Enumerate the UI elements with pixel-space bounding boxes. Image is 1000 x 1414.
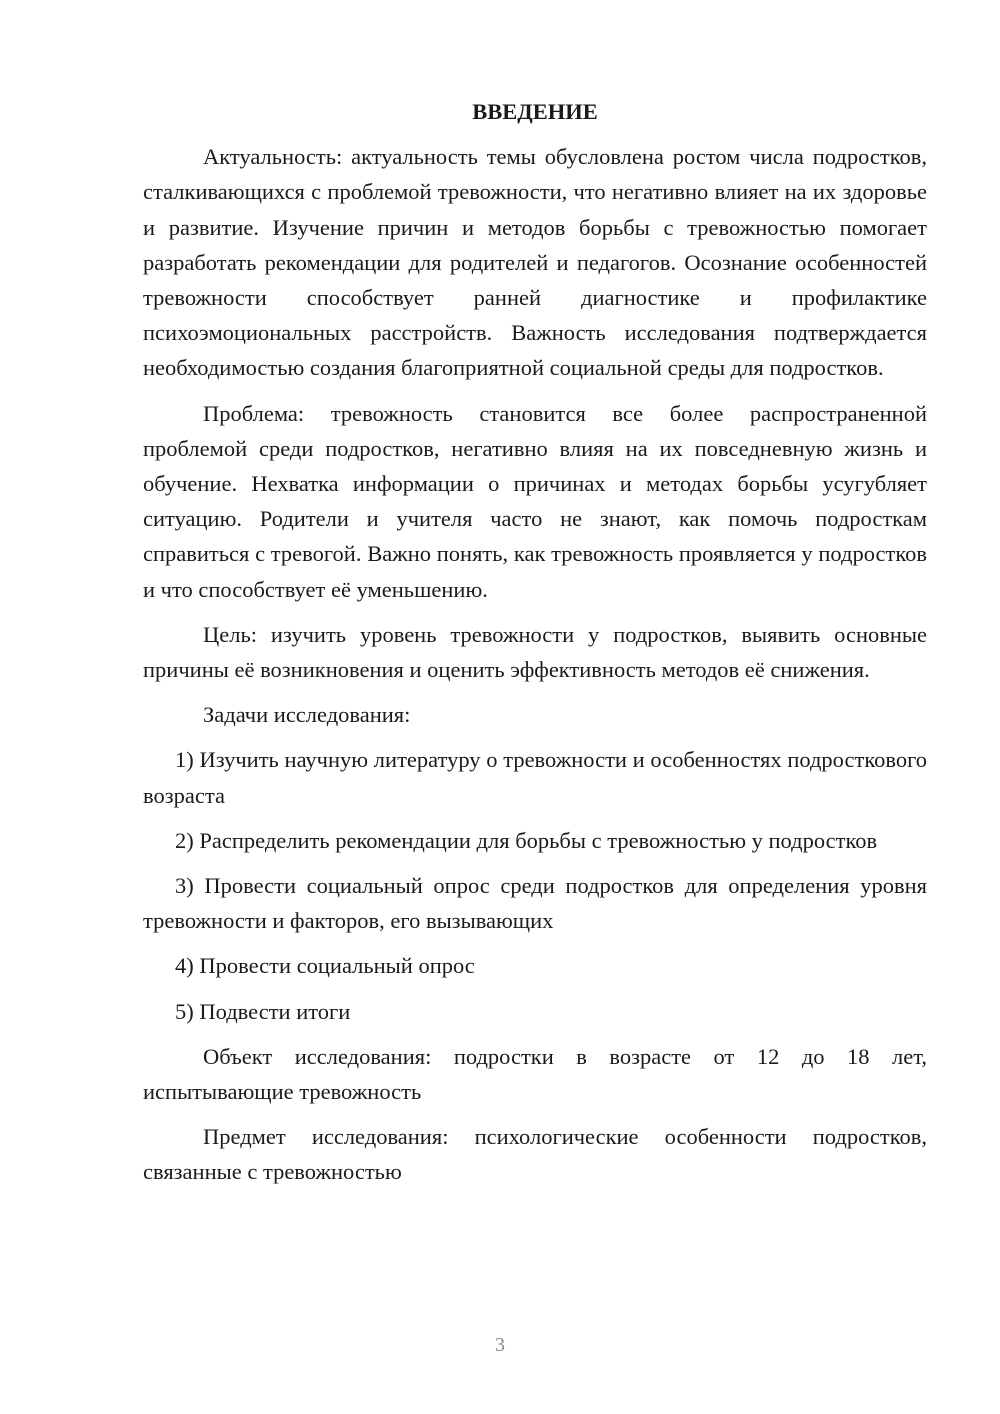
tasks-heading: Задачи исследования: bbox=[203, 702, 411, 728]
task-item: 5) Подвести итоги bbox=[175, 998, 351, 1024]
page-number: 3 bbox=[495, 1334, 505, 1356]
relevance-paragraph: Актуальность: актуальность темы обусловлена ростом числа подростков, сталкивающихся с проблемой тревожности, что негативно влияет на их здоровье и развитие. Изучение причин и методов борьбы с тревожностью помогает разработать рекомендации для родителей и педагогов. Осознание особенностей тревожности способствует ранней диагностике и профилактике психоэмоциональных расстройств. Важность исследования подтверждается необходимостью создания благоприятной социальной среды для подростков. bbox=[143, 144, 927, 381]
problem-paragraph: Проблема: тревожность становится все более распространенной проблемой среди подростков, негативно влияя на их повседневную жизнь и обучение. Нехватка информации о причинах и методах борьбы усугубляет ситуацию. Родители и учителя часто не знают, как помочь подросткам справиться с тревогой. Важно понять, как тревожность проявляется у подростков и что способствует её уменьшению. bbox=[143, 400, 927, 602]
task-item: 2) Распределить рекомендации для борьбы с тревожностью у подростков bbox=[175, 827, 878, 853]
task-item: 1) Изучить научную литературу о тревожности и особенностях подросткового возраста bbox=[143, 747, 927, 808]
task-item: 4) Провести социальный опрос bbox=[175, 953, 475, 979]
page-content bbox=[143, 94, 927, 1200]
subject-paragraph: Предмет исследования: психологические особенности подростков, связанные с тревожностью bbox=[143, 1124, 927, 1185]
goal-paragraph: Цель: изучить уровень тревожности у подростков, выявить основные причины её возникновения и оценить эффективность методов её снижения. bbox=[143, 621, 927, 683]
page-title: ВВЕДЕНИЕ bbox=[472, 99, 598, 124]
object-paragraph: Объект исследования: подростки в возрасте от 12 до 18 лет, испытывающие тревожность bbox=[143, 1043, 927, 1105]
task-item: 3) Провести социальный опрос среди подростков для определения уровня тревожности и факторов, его вызывающих bbox=[143, 873, 927, 934]
